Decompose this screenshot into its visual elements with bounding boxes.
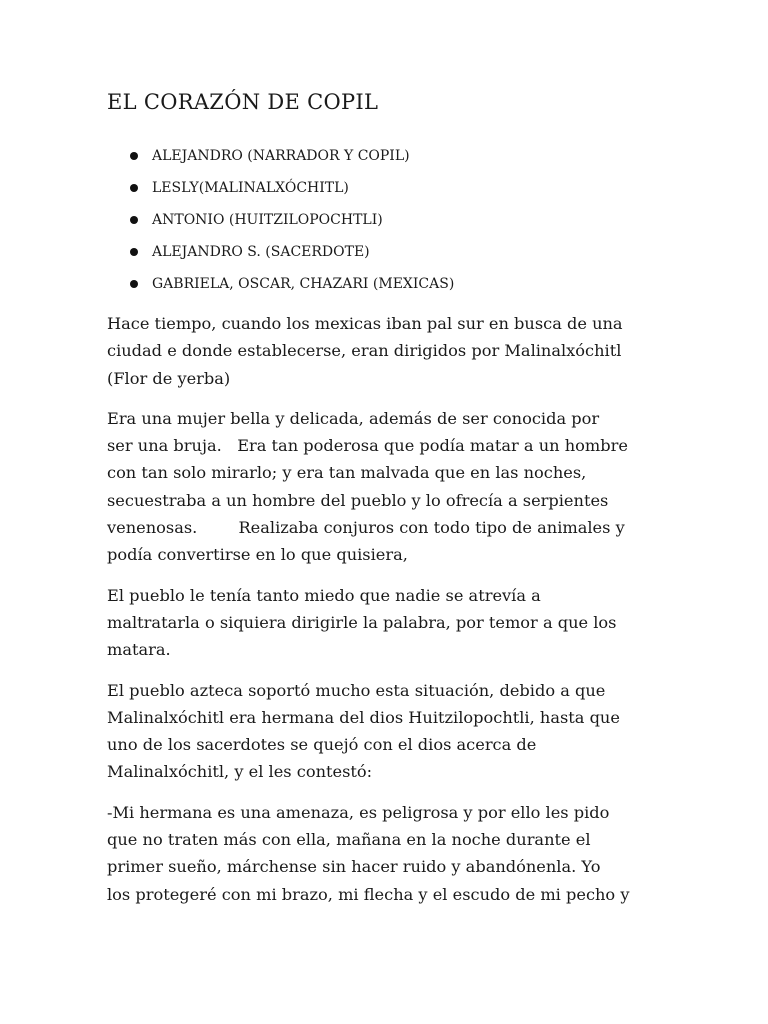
cast-item — [130, 236, 454, 268]
paragraph-line: Malinalxóchitl, y el les contestó: — [107, 762, 373, 782]
paragraph-line: los protegeré con mi brazo, mi flecha y el escudo de mi pecho y — [107, 884, 630, 904]
paragraph-line: ciudad e donde establecerse, eran dirigidos por Malinalxóchitl — [107, 341, 622, 361]
story-paragraph — [107, 677, 667, 786]
story-paragraph — [107, 405, 667, 569]
cast-item-label: ALEJANDRO S. (SACERDOTE) — [152, 244, 370, 260]
paragraph-line: El pueblo azteca soportó mucho esta situación, debido a que — [107, 680, 606, 700]
paragraph-line: con tan solo mirarlo; y era tan malvada que en las noches, — [107, 463, 587, 483]
bullet-icon — [130, 216, 138, 224]
paragraph-line: matara. — [107, 640, 171, 660]
paragraph-line: primer sueño, márchense sin hacer ruido y abandónenla. Yo — [107, 857, 601, 877]
paragraph-line: -Mi hermana es una amenaza, es peligrosa y por ello les pido — [107, 802, 610, 822]
bullet-icon — [130, 280, 138, 288]
story-paragraph — [107, 799, 667, 908]
paragraph-line: El pueblo le tenía tanto miedo que nadie se atrevía a — [107, 585, 541, 605]
paragraph-line: Era una mujer bella y delicada, además de ser conocida por — [107, 408, 600, 428]
bullet-icon — [130, 152, 138, 160]
cast-item — [130, 268, 454, 300]
cast-item — [130, 172, 454, 204]
bullet-icon — [130, 248, 138, 256]
cast-item — [130, 204, 454, 236]
paragraph-line: Malinalxóchitl era hermana del dios Huitzilopochtli, hasta que — [107, 707, 620, 727]
cast-list — [130, 140, 454, 300]
cast-item-label: GABRIELA, OSCAR, CHAZARI (MEXICAS) — [152, 276, 455, 292]
paragraph-line: maltratarla o siquiera dirigirle la palabra, por temor a que los — [107, 612, 617, 632]
cast-item-label: ALEJANDRO (NARRADOR Y COPIL) — [152, 148, 410, 164]
story-body — [107, 310, 667, 921]
paragraph-line: venenosas. Realizaba conjuros con todo tipo de animales y — [107, 518, 625, 538]
paragraph-line: uno de los sacerdotes se quejó con el dios acerca de — [107, 735, 537, 755]
cast-item — [130, 140, 454, 172]
paragraph-line: Hace tiempo, cuando los mexicas iban pal sur en busca de una — [107, 314, 623, 333]
cast-item-label: ANTONIO (HUITZILOPOCHTLI) — [152, 212, 383, 228]
paragraph-line: que no traten más con ella, mañana en la noche durante el — [107, 830, 591, 850]
paragraph-line: podía convertirse en lo que quisiera, — [107, 545, 408, 565]
paragraph-line: secuestraba a un hombre del pueblo y lo ofrecía a serpientes — [107, 490, 609, 510]
paragraph-line: ser una bruja. Era tan poderosa que podía matar a un hombre — [107, 436, 628, 456]
bullet-icon — [130, 184, 138, 192]
story-paragraph — [107, 310, 667, 392]
paragraph-line: (Flor de yerba) — [107, 368, 231, 388]
cast-item-label: LESLY(MALINALXÓCHITL) — [152, 180, 349, 196]
document-title: EL CORAZÓN DE COPIL — [107, 90, 379, 114]
story-paragraph — [107, 582, 667, 664]
